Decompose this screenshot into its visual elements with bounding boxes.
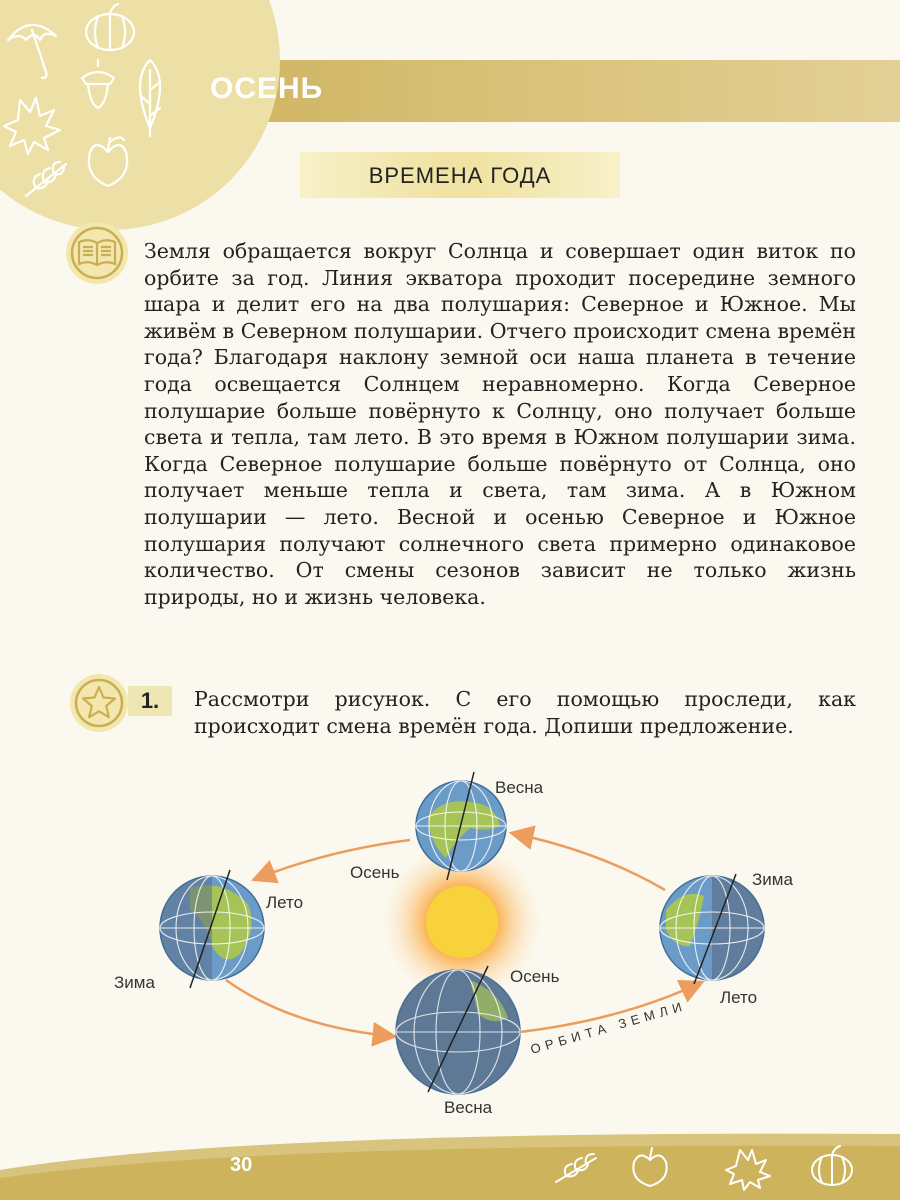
autumn-icons-corner <box>0 0 200 200</box>
main-paragraph: Земля обращается вокруг Солнца и совершает один виток по орбите за год. Линия экватора проходит посередине земного шара и делит его на два полушария: Северное и Южное. Мы живём в Северном полушарии. Отчего происходит смена времён года? Благодаря наклону земной оси наша планета в течение года освещается Солнцем неравномерно. Когда Северное полушарие больше повёрнуто к Солнцу, оно получает больше света и тепла, там лето. В это время в Южном полушарии зима. Когда Северное полушарие больше повёрнуто от Солнца, оно получает меньше тепла и света, там зима. А в Южном полушарии — лето. Весной и осенью Северное и Южное полушария получают солнечного света примерно одинаковое количество. От смены сезонов зависит не только жизнь природы, но и жизнь человека. <box>144 239 856 609</box>
book-icon <box>64 220 130 286</box>
label-left-south: Зима <box>114 973 155 992</box>
label-top-north: Весна <box>495 778 544 797</box>
task-number: 1. <box>128 686 172 716</box>
pumpkin-icon <box>86 4 134 50</box>
page-number: 30 <box>230 1154 253 1176</box>
orbit-arc-right-top <box>516 834 665 890</box>
globe-left <box>160 870 264 988</box>
acorn-icon <box>82 60 114 108</box>
label-bottom-south: Весна <box>444 1098 493 1117</box>
orbit-arc-left-bottom <box>226 980 390 1036</box>
label-right-north: Зима <box>752 870 793 889</box>
label-right-south: Лето <box>720 988 758 1007</box>
task-text: Рассмотри рисунок. С его помощью проследи, как происходит смена времён года. Допиши предложение. <box>194 687 856 738</box>
leaf-icon <box>140 60 160 136</box>
umbrella-icon <box>8 25 56 78</box>
seasons-diagram <box>0 770 900 1130</box>
footer-band <box>0 1120 900 1200</box>
maple-leaf-icon <box>4 98 60 154</box>
label-bottom-north: Осень <box>510 967 560 986</box>
label-top-south: Осень <box>350 863 400 882</box>
apple-icon <box>89 137 127 186</box>
wheat-icon <box>26 162 66 196</box>
chapter-title: ОСЕНЬ <box>210 72 324 105</box>
orbit-label: ОРБИТА ЗЕМЛИ <box>528 997 689 1057</box>
star-icon <box>68 672 130 734</box>
label-left-north: Лето <box>266 893 304 912</box>
section-title: ВРЕМЕНА ГОДА <box>368 163 552 188</box>
globe-right <box>660 874 764 984</box>
